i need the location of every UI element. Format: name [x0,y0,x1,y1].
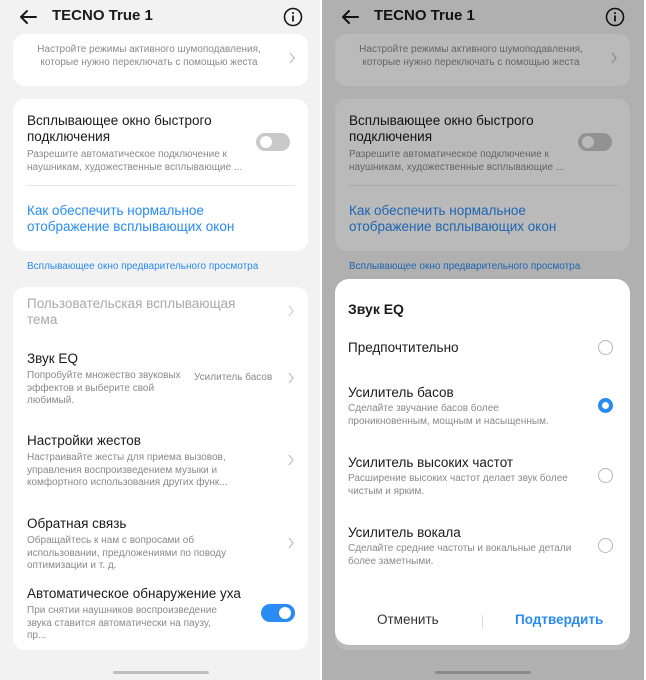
page-title: TECNO True 1 [52,7,153,24]
gestures-title[interactable]: Настройки жестов [27,433,141,448]
eq-dialog [335,279,630,645]
radio-preferred[interactable] [598,340,613,355]
popup-title: Всплывающее окно быстрого подключения [27,113,212,144]
popup-subtitle: Разрешите автоматическое подключение к наушникам, художественные всплывающие ... [27,149,243,173]
top-bar [0,0,322,34]
ear-detect-toggle[interactable] [261,604,295,622]
option-subtitle: Сделайте средние частоты и вокальные детали более заметными. [348,543,572,567]
ear-detect-subtitle: При снятии наушников воспроизведение звука ставится автоматически на паузу, пр... [27,605,217,641]
cancel-button[interactable]: Отменить [377,612,439,627]
back-arrow-icon[interactable] [17,6,39,28]
eq-title[interactable]: Звук EQ [27,351,78,366]
popup-toggle[interactable] [256,133,290,151]
dialog-title: Звук EQ [348,301,404,317]
popup-help-link[interactable]: Как обеспечить нормальное отображение всплывающих окон [27,203,235,234]
gesture-noise-text: Настройте режимы активного шумоподавления, которые нужно переключать с помощью жеста [37,44,261,68]
option-subtitle: Расширение высоких частот делает звук более чистым и ярким. [348,473,568,497]
option-subtitle: Сделайте звучание басов более проникновенным, мощным и насыщенным. [348,403,549,427]
divider [27,185,295,186]
chevron-right-icon [287,372,295,384]
chevron-right-icon [287,305,295,317]
radio-bass-boost[interactable] [598,398,613,413]
option-title[interactable]: Усилитель вокала [348,525,461,540]
home-indicator [113,671,209,674]
chevron-right-icon [287,537,295,549]
radio-vocal-boost[interactable] [598,538,613,553]
eq-dialog-screen [322,0,644,680]
gesture-noise-text: Настройте режимы активного шумоподавления, которые нужно переключать с помощью жеста [359,44,583,68]
popup-help-link: Как обеспечить нормальное отображение всплывающих окон [349,203,557,234]
popup-title: Всплывающее окно быстрого подключения [349,113,534,144]
option-title[interactable]: Предпочтительно [348,340,459,355]
eq-subtitle: Попробуйте множество звуковых эффектов и выберите свой любимый. [27,370,181,406]
chevron-right-icon [287,454,295,466]
info-icon[interactable] [282,6,304,28]
radio-treble-boost[interactable] [598,468,613,483]
popup-subtitle: Разрешите автоматическое подключение к наушникам, художественные всплывающие ... [349,149,565,173]
option-title[interactable]: Усилитель басов [348,385,454,400]
gestures-subtitle: Настраивайте жесты для приема вызовов, управления воспроизведением музыки и комфортного использования других функ... [27,452,228,488]
confirm-button[interactable]: Подтвердить [515,612,604,627]
section-label: Всплывающее окно предварительного просмотра [27,261,259,272]
ear-detect-title: Автоматическое обнаружение уха [27,586,241,601]
section-label: Всплывающее окно предварительного просмотра [349,261,581,272]
settings-screen [0,0,322,680]
feedback-title[interactable]: Обратная связь [27,516,127,531]
feedback-subtitle: Обращайтесь к нам с вопросами об использовании, предложениями по поводу оптимизации и т. д. [27,535,227,571]
option-title[interactable]: Усилитель высоких частот [348,455,514,470]
custom-theme-title[interactable]: Пользовательская всплывающая тема [27,296,236,327]
eq-value: Усилитель басов [194,372,273,383]
screen-divider [320,0,322,680]
page-title: TECNO True 1 [374,7,475,24]
button-separator [482,615,483,629]
chevron-right-icon [288,52,296,64]
